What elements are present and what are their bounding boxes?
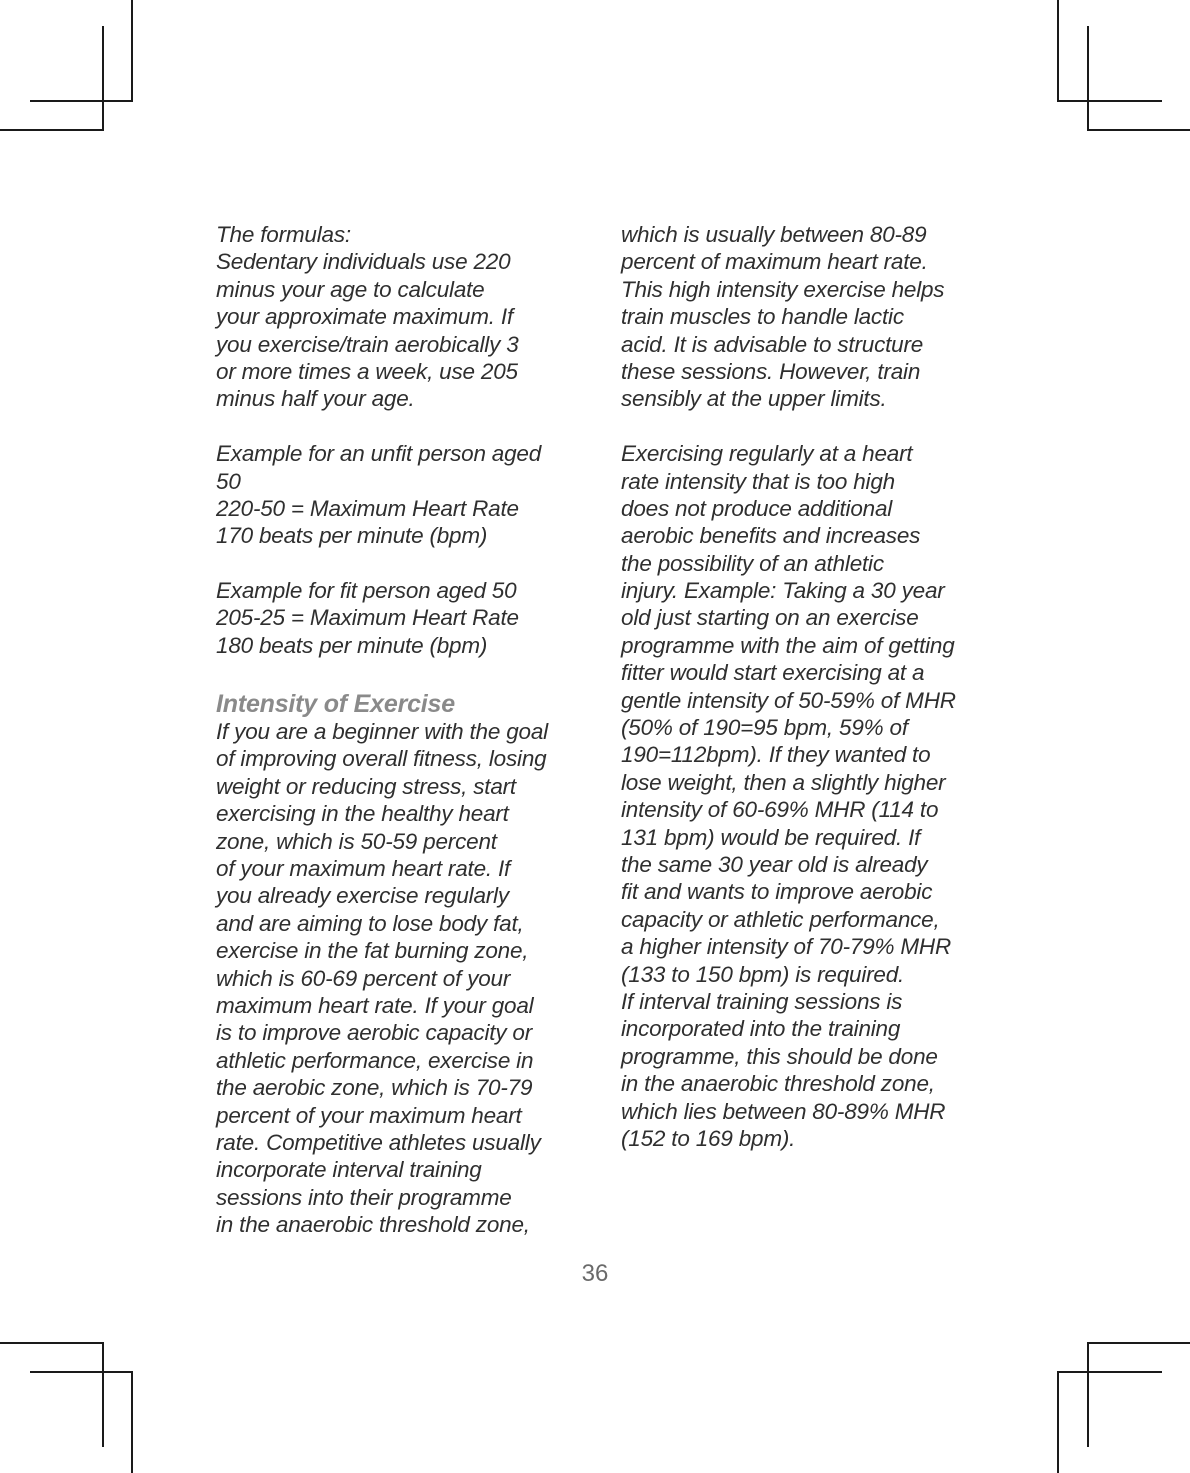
paragraph-gap bbox=[216, 550, 588, 577]
crop-mark-top-left-v-inner bbox=[102, 26, 104, 131]
text-line: a higher intensity of 70-79% MHR bbox=[621, 934, 952, 960]
crop-mark-bottom-right-h-outer bbox=[1087, 1342, 1190, 1344]
text-line: which is usually between 80-89 bbox=[621, 222, 927, 247]
text-line: exercising in the healthy heart bbox=[216, 801, 509, 827]
text-line: does not produce additional bbox=[621, 495, 893, 521]
paragraph-gap bbox=[216, 659, 588, 686]
section-heading-intensity: Intensity of Exercise bbox=[216, 689, 455, 718]
text-line: these sessions. However, train bbox=[621, 358, 921, 384]
text-line: which is 60-69 percent of your bbox=[216, 965, 511, 991]
text-line: zone, which is 50-59 percent bbox=[216, 828, 497, 854]
crop-mark-bottom-right-v-outer bbox=[1057, 1371, 1059, 1473]
text-line: 170 beats per minute (bpm) bbox=[216, 523, 488, 549]
text-line: athletic performance, exercise in bbox=[216, 1047, 534, 1073]
crop-mark-bottom-left-h-outer bbox=[0, 1342, 104, 1344]
text-line: intensity of 60-69% MHR (114 to bbox=[621, 797, 939, 823]
text-line: weight or reducing stress, start bbox=[216, 773, 516, 799]
text-line: train muscles to handle lactic bbox=[621, 304, 904, 330]
text-line: 220-50 = Maximum Heart Rate bbox=[216, 495, 519, 521]
crop-mark-bottom-right-v-inner bbox=[1087, 1342, 1089, 1447]
crop-mark-top-left-v-outer bbox=[131, 0, 133, 102]
paragraph-gap bbox=[621, 413, 993, 440]
text-line: the same 30 year old is already bbox=[621, 851, 928, 877]
text-line: Exercising regularly at a heart bbox=[621, 441, 913, 467]
example-unfit-paragraph bbox=[216, 440, 588, 550]
left-column bbox=[216, 221, 588, 1238]
formulas-paragraph bbox=[216, 221, 588, 413]
text-line: you already exercise regularly bbox=[216, 883, 509, 909]
text-line: 50 bbox=[216, 468, 241, 494]
example-fit-paragraph bbox=[216, 577, 588, 659]
text-line: incorporate interval training bbox=[216, 1157, 482, 1183]
text-line: fit and wants to improve aerobic bbox=[621, 879, 933, 905]
text-line: in the anaerobic threshold zone, bbox=[216, 1212, 530, 1238]
text-line: If you are a beginner with the goal bbox=[216, 719, 548, 745]
text-line: The formulas: bbox=[216, 222, 351, 247]
text-line: or more times a week, use 205 bbox=[216, 358, 518, 384]
text-line: (133 to 150 bpm) is required. bbox=[621, 961, 905, 987]
continuation-paragraph bbox=[621, 221, 993, 413]
text-line: minus half your age. bbox=[216, 386, 415, 412]
text-line: in the anaerobic threshold zone, bbox=[621, 1071, 935, 1097]
text-line: (50% of 190=95 bpm, 59% of bbox=[621, 715, 908, 741]
text-line: the aerobic zone, which is 70-79 bbox=[216, 1075, 533, 1101]
crop-mark-top-left-h-outer bbox=[0, 129, 104, 131]
text-line: which lies between 80-89% MHR bbox=[621, 1098, 946, 1124]
text-line: you exercise/train aerobically 3 bbox=[216, 331, 519, 357]
text-line: acid. It is advisable to structure bbox=[621, 331, 924, 357]
text-line: This high intensity exercise helps bbox=[621, 276, 945, 302]
text-line: gentle intensity of 50-59% of MHR bbox=[621, 687, 956, 713]
text-line: programme, this should be done bbox=[621, 1043, 938, 1069]
text-line: of your maximum heart rate. If bbox=[216, 855, 511, 881]
crop-mark-top-left-h-inner bbox=[30, 100, 133, 102]
text-line: percent of your maximum heart bbox=[216, 1102, 522, 1128]
crop-mark-bottom-left-h-inner bbox=[30, 1371, 133, 1373]
text-line: sessions into their programme bbox=[216, 1184, 512, 1210]
text-line: 190=112bpm). If they wanted to bbox=[621, 742, 931, 768]
crop-mark-top-right-h-outer bbox=[1087, 129, 1190, 131]
text-line: of improving overall fitness, losing bbox=[216, 746, 547, 772]
text-line: lose weight, then a slightly higher bbox=[621, 769, 946, 795]
text-line: your approximate maximum. If bbox=[216, 304, 513, 330]
text-line: programme with the aim of getting bbox=[621, 632, 955, 658]
text-line: old just starting on an exercise bbox=[621, 605, 919, 631]
text-line: and are aiming to lose body fat, bbox=[216, 910, 524, 936]
text-line: exercise in the fat burning zone, bbox=[216, 938, 529, 964]
crop-mark-top-right-v-inner bbox=[1087, 26, 1089, 131]
text-line: 180 beats per minute (bpm) bbox=[216, 632, 488, 658]
intensity-paragraph bbox=[216, 718, 588, 1238]
regular-exercise-paragraph bbox=[621, 440, 993, 1152]
text-line: (152 to 169 bpm). bbox=[621, 1125, 796, 1151]
text-line: 205-25 = Maximum Heart Rate bbox=[216, 605, 519, 631]
crop-mark-bottom-left-v-inner bbox=[102, 1342, 104, 1447]
text-line: aerobic benefits and increases bbox=[621, 523, 921, 549]
crop-mark-bottom-right-h-inner bbox=[1057, 1371, 1162, 1373]
text-line: rate. Competitive athletes usually bbox=[216, 1129, 541, 1155]
text-line: is to improve aerobic capacity or bbox=[216, 1020, 533, 1046]
crop-mark-top-right-v-outer bbox=[1057, 0, 1059, 102]
text-line: rate intensity that is too high bbox=[621, 468, 895, 494]
crop-mark-bottom-left-v-outer bbox=[131, 1371, 133, 1473]
text-line: maximum heart rate. If your goal bbox=[216, 992, 534, 1018]
right-column bbox=[621, 221, 993, 1152]
page-number: 36 bbox=[581, 1260, 609, 1287]
text-line: fitter would start exercising at a bbox=[621, 660, 925, 686]
text-line: capacity or athletic performance, bbox=[621, 906, 940, 932]
text-line: percent of maximum heart rate. bbox=[621, 249, 928, 275]
text-line: minus your age to calculate bbox=[216, 276, 485, 302]
text-line: Example for fit person aged 50 bbox=[216, 578, 517, 604]
text-line: Sedentary individuals use 220 bbox=[216, 249, 511, 275]
text-line: sensibly at the upper limits. bbox=[621, 386, 887, 412]
text-line: incorporated into the training bbox=[621, 1016, 901, 1042]
text-line: 131 bpm) would be required. If bbox=[621, 824, 921, 850]
text-line: injury. Example: Taking a 30 year bbox=[621, 578, 945, 604]
crop-mark-top-right-h-inner bbox=[1057, 100, 1162, 102]
text-line: the possibility of an athletic bbox=[621, 550, 884, 576]
text-line: Example for an unfit person aged bbox=[216, 441, 542, 467]
text-line: If interval training sessions is bbox=[621, 988, 903, 1014]
paragraph-gap bbox=[216, 413, 588, 440]
